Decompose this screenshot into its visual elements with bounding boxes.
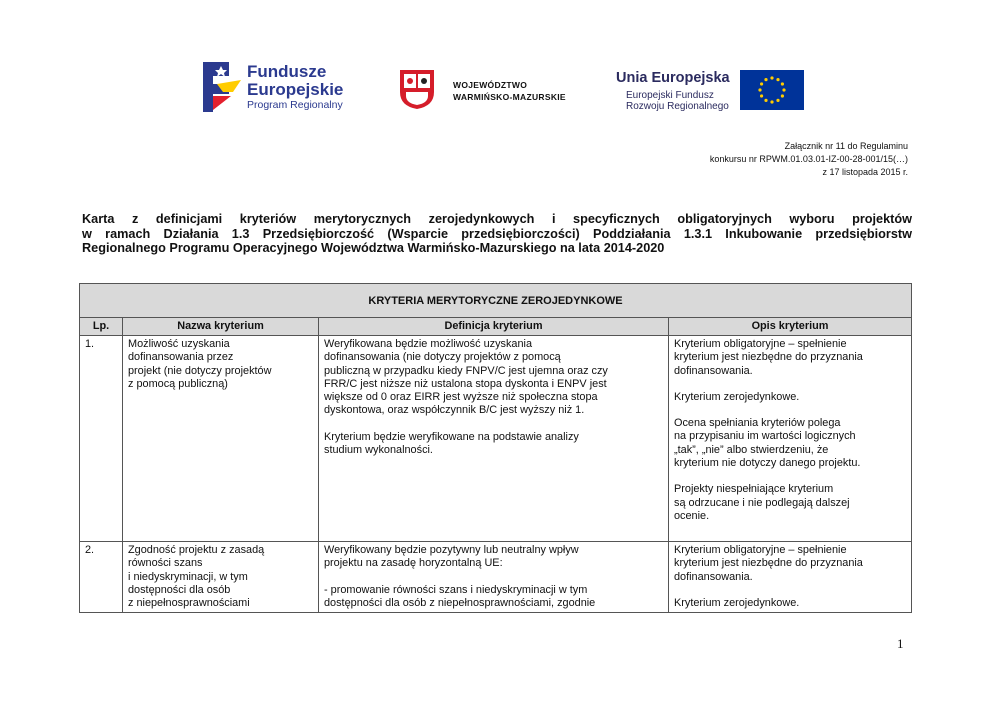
ue-line3: Rozwoju Regionalnego [626,101,729,112]
fundusze-europejskie-logo [203,60,363,116]
description-paragraph: Kryterium obligatoryjne – spełnienie kryterium jest niezbędne do przyznania dofinansowania. [674,338,863,377]
wojewodztwo-logo [398,68,578,113]
definition-paragraph: Weryfikowany będzie pozytywny lub neutralny wpływ projektu na zasadę horyzontalną UE: [324,544,579,570]
column-header-lp: Lp. [80,318,123,336]
ue-line1: Unia Europejska [616,70,730,86]
row-lp: 2. [80,542,123,613]
description-paragraph: Kryterium obligatoryjne – spełnienie kryterium jest niezbędne do przyznania dofinansowania. [674,544,863,583]
column-header-description: Opis kryterium [669,318,912,336]
table-row [80,542,912,613]
column-header-definition: Definicja kryterium [319,318,669,336]
fundusze-europejskie-mark-icon [203,62,241,112]
row-lp: 1. [80,336,123,542]
page-number: 1 [897,636,904,651]
title-line3: Regionalnego Programu Operacyjnego Województwa Warmińsko-Mazurskiego na lata 2014-2020 [82,241,665,255]
name-text: Możliwość uzyskania dofinansowania przez projekt (nie dotyczy projektów z pomocą publiczną) [128,338,272,390]
ue-line2: Europejski Fundusz [626,90,714,101]
annex-line3: z 17 listopada 2015 r. [822,167,908,177]
wojewodztwo-line1: WOJEWÓDZTWO [453,80,528,90]
definition-paragraph: Weryfikowana będzie możliwość uzyskania dofinansowania (nie dotyczy projektów z pomocą publiczną w przypadku kiedy FNPV/C jest ujemna oraz czy FRR/C jest niższe niż ustalona stopa dyskonta i ENPV jest większe od 0 oraz EIRR jest wyższe niż społeczna stopa dyskontowa, oraz współczynnik B/C jest wyższy niż 1. [324,338,608,417]
definition-paragraph: - promowanie równości szans i niedyskryminacji w tym dostępności dla osób z niepełnosprawnościami, zgodnie [324,583,596,609]
criteria-table [79,283,912,613]
fundusze-line2: Europejskie [247,80,344,99]
annex-line1: Załącznik nr 11 do Regulaminu [784,141,908,151]
title-line1: Karta z definicjami kryteriów merytorycznych zerojedynkowych i specyficznych obligatoryjnych wyboru projektów [82,212,912,226]
wojewodztwo-line2: WARMIŃSKO-MAZURSKIE [453,92,566,102]
fundusze-line1: Fundusze [247,62,327,81]
eu-flag-icon [740,70,804,110]
description-paragraph: Projekty niespełniające kryterium są odrzucane i nie podlegają dalszej ocenie. [674,483,850,522]
annex-reference [710,140,908,179]
title-line2: w ramach Działania 1.3 Przedsiębiorczość (Wsparcie przedsiębiorczości) Poddziałania 1.3.1 Inkubowanie przedsiębiorstw [82,226,912,241]
fundusze-line3: Program Regionalny [247,99,343,111]
definition-paragraph: Kryterium będzie weryfikowane na podstawie analizy studium wykonalności. [324,430,579,457]
row-name [123,542,319,613]
column-header-name: Nazwa kryterium [123,318,319,336]
document-title [82,212,912,256]
row-name [123,336,319,542]
description-paragraph: Ocena spełniania kryteriów polega na przypisaniu im wartości logicznych „tak”, „nie” albo stwierdzeniu, że kryterium nie dotyczy danego projektu. [674,417,861,470]
annex-line2: konkursu nr RPWM.01.03.01-IZ-00-28-001/15(…) [709,154,908,164]
table-heading: KRYTERIA MERYTORYCZNE ZEROJEDYNKOWE [80,284,912,318]
description-paragraph: Kryterium zerojedynkowe. [674,596,800,609]
coat-of-arms-icon [398,68,436,110]
logo-bar [0,58,992,118]
row-description [669,336,912,542]
row-definition [319,336,669,542]
table-row [80,336,912,542]
row-definition [319,542,669,613]
description-paragraph: Kryterium zerojedynkowe. [674,390,800,403]
row-description [669,542,912,613]
eu-logo [616,70,816,120]
name-text: Zgodność projektu z zasadą równości szans i niedyskryminacji, w tym dostępności dla osób z niepełnosprawnościami [128,544,265,610]
